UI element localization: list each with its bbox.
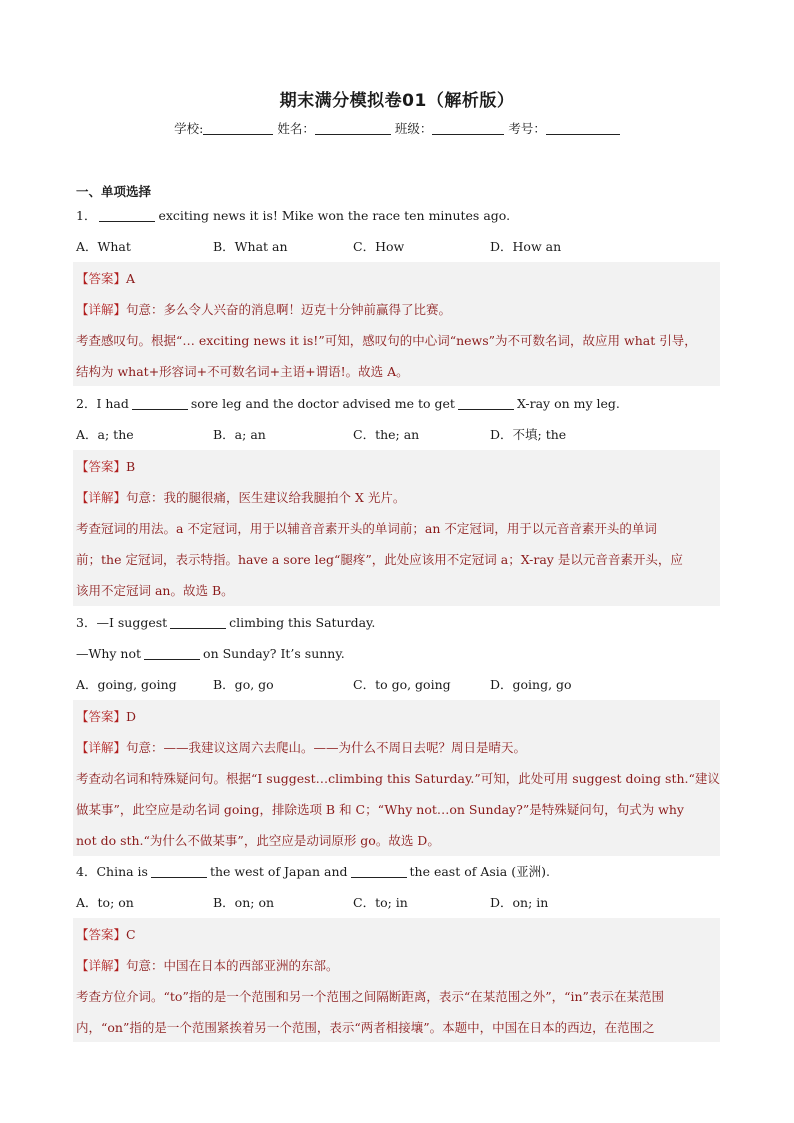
- question-text: —I suggest: [96, 615, 168, 630]
- name-blank[interactable]: [315, 122, 391, 135]
- analysis-line: 前；the 定冠词，表示特指。have a sore leg“腿疼”，此处应该用不定冠词 a；X-ray 是以元音音素开头，应: [76, 552, 683, 567]
- question-text: the west of Japan and: [209, 864, 348, 879]
- question-1: [76, 208, 510, 224]
- answer-box-2: [73, 450, 720, 606]
- option-c: C．the; an: [353, 427, 420, 442]
- answer-box-4: [73, 918, 720, 1042]
- answer-box-3: [73, 700, 720, 856]
- analysis-line: 考查感叹句。根据“… exciting news it is!”可知，感叹句的中心词“news”为不可数名词，故应用 what 引导，: [76, 333, 697, 348]
- option-a: A．a; the: [76, 427, 134, 442]
- answer-tag: 【答案】: [76, 709, 127, 724]
- analysis-line: 考查动名词和特殊疑问句。根据“I suggest…climbing this Saturday.”可知，此处可用 suggest doing sth.“建议: [76, 771, 720, 786]
- analysis-line: 做某事”，此空应是动名词 going，排除选项 B 和 C；“Why not…on Sunday?”是特殊疑问句，句式为 why: [76, 802, 684, 817]
- answer-box-1: [73, 262, 720, 386]
- class-label: 班级：: [394, 121, 433, 136]
- answer-value: A: [126, 271, 136, 286]
- option-b: B．go, go: [213, 677, 274, 692]
- question-number: 2．: [76, 396, 97, 411]
- question-text: climbing this Saturday.: [229, 615, 376, 630]
- question-text: on Sunday? It’s sunny.: [203, 646, 345, 661]
- option-c: C．to; in: [353, 895, 408, 910]
- detail-intro: 句意：——我建议这周六去爬山。——为什么不周日去呢？周日是晴天。: [126, 740, 527, 755]
- class-blank[interactable]: [432, 122, 504, 135]
- answer-line: [76, 709, 136, 725]
- page-title: 期末满分模拟卷01（解析版）: [279, 91, 515, 111]
- answer-blank: [151, 865, 207, 878]
- answer-line: [76, 459, 135, 475]
- detail-tag: 【详解】: [76, 490, 127, 505]
- question-text: sore leg and the doctor advised me to get: [190, 396, 455, 411]
- answer-tag: 【答案】: [76, 271, 127, 286]
- analysis-line: not do sth.“为什么不做某事”，此空应是动词原形 go。故选 D。: [76, 833, 440, 848]
- answer-value: D: [126, 709, 137, 724]
- detail-line: [76, 740, 526, 756]
- option-a: A．What: [76, 239, 131, 254]
- answer-line: [76, 927, 136, 943]
- answer-blank: [351, 865, 407, 878]
- detail-line: [76, 490, 405, 506]
- option-d: D．going, go: [490, 677, 572, 692]
- question-text: China is: [96, 864, 148, 879]
- answer-tag: 【答案】: [76, 927, 127, 942]
- question-text: I had: [96, 396, 129, 411]
- exam-number-blank[interactable]: [546, 122, 620, 135]
- option-d: D．How an: [490, 239, 562, 254]
- answer-blank: [99, 209, 155, 222]
- detail-tag: 【详解】: [76, 302, 127, 317]
- detail-tag: 【详解】: [76, 740, 127, 755]
- option-a: A．to; on: [76, 895, 134, 910]
- question-text: —Why not: [76, 646, 142, 661]
- section-heading: 一、单项选择: [76, 184, 152, 199]
- option-c: C．to go, going: [353, 677, 451, 692]
- detail-intro: 句意：中国在日本的西部亚洲的东部。: [126, 958, 339, 973]
- question-number: 1．: [76, 208, 97, 223]
- question-4: [76, 864, 550, 880]
- analysis-line: 考查方位介词。“to”指的是一个范围和另一个范围之间隔断距离，表示“在某范围之外”，“in”表示在某范围: [76, 989, 664, 1004]
- option-b: B．What an: [213, 239, 288, 254]
- detail-intro: 句意：多么令人兴奋的消息啊！迈克十分钟前赢得了比赛。: [126, 302, 452, 317]
- detail-intro: 句意：我的腿很痛，医生建议给我腿拍个 X 光片。: [126, 490, 406, 505]
- answer-value: C: [126, 927, 136, 942]
- answer-blank: [170, 616, 226, 629]
- exam-number-label: 考号：: [508, 121, 546, 136]
- answer-blank: [132, 397, 188, 410]
- analysis-line: 结构为 what+形容词+不可数名词+主语+谓语!。故选 A。: [76, 364, 409, 379]
- detail-line: [76, 302, 451, 318]
- question-text: the east of Asia (亚洲).: [409, 864, 550, 879]
- option-d: D．不填; the: [490, 427, 567, 442]
- question-3-line-2: [76, 646, 345, 662]
- name-label: 姓名：: [277, 121, 315, 136]
- school-blank[interactable]: [203, 122, 273, 135]
- question-text: exciting news it is! Mike won the race ten minutes ago.: [158, 208, 511, 223]
- option-d: D．on; in: [490, 895, 549, 910]
- question-text: X-ray on my leg.: [516, 396, 620, 411]
- option-b: B．on; on: [213, 895, 275, 910]
- option-a: A．going, going: [76, 677, 177, 692]
- analysis-line: 该用不定冠词 an。故选 B。: [76, 583, 234, 598]
- answer-line: [76, 271, 135, 287]
- detail-tag: 【详解】: [76, 958, 127, 973]
- answer-value: B: [126, 459, 136, 474]
- analysis-line: 内，“on”指的是一个范围紧挨着另一个范围，表示“两者相接壤”。本题中，中国在日本的西边，在范围之: [76, 1020, 655, 1035]
- answer-blank: [144, 647, 200, 660]
- option-c: C．How: [353, 239, 405, 254]
- question-2: [76, 396, 620, 412]
- school-label: 学校:: [174, 121, 204, 136]
- question-3: [76, 615, 375, 631]
- question-number: 3．: [76, 615, 97, 630]
- student-info-line: [0, 119, 794, 137]
- analysis-line: 考查冠词的用法。a 不定冠词，用于以辅音音素开头的单词前；an 不定冠词，用于以元音音素开头的单词: [76, 521, 657, 536]
- question-number: 4．: [76, 864, 97, 879]
- detail-line: [76, 958, 339, 974]
- answer-tag: 【答案】: [76, 459, 127, 474]
- option-b: B．a; an: [213, 427, 266, 442]
- answer-blank: [458, 397, 514, 410]
